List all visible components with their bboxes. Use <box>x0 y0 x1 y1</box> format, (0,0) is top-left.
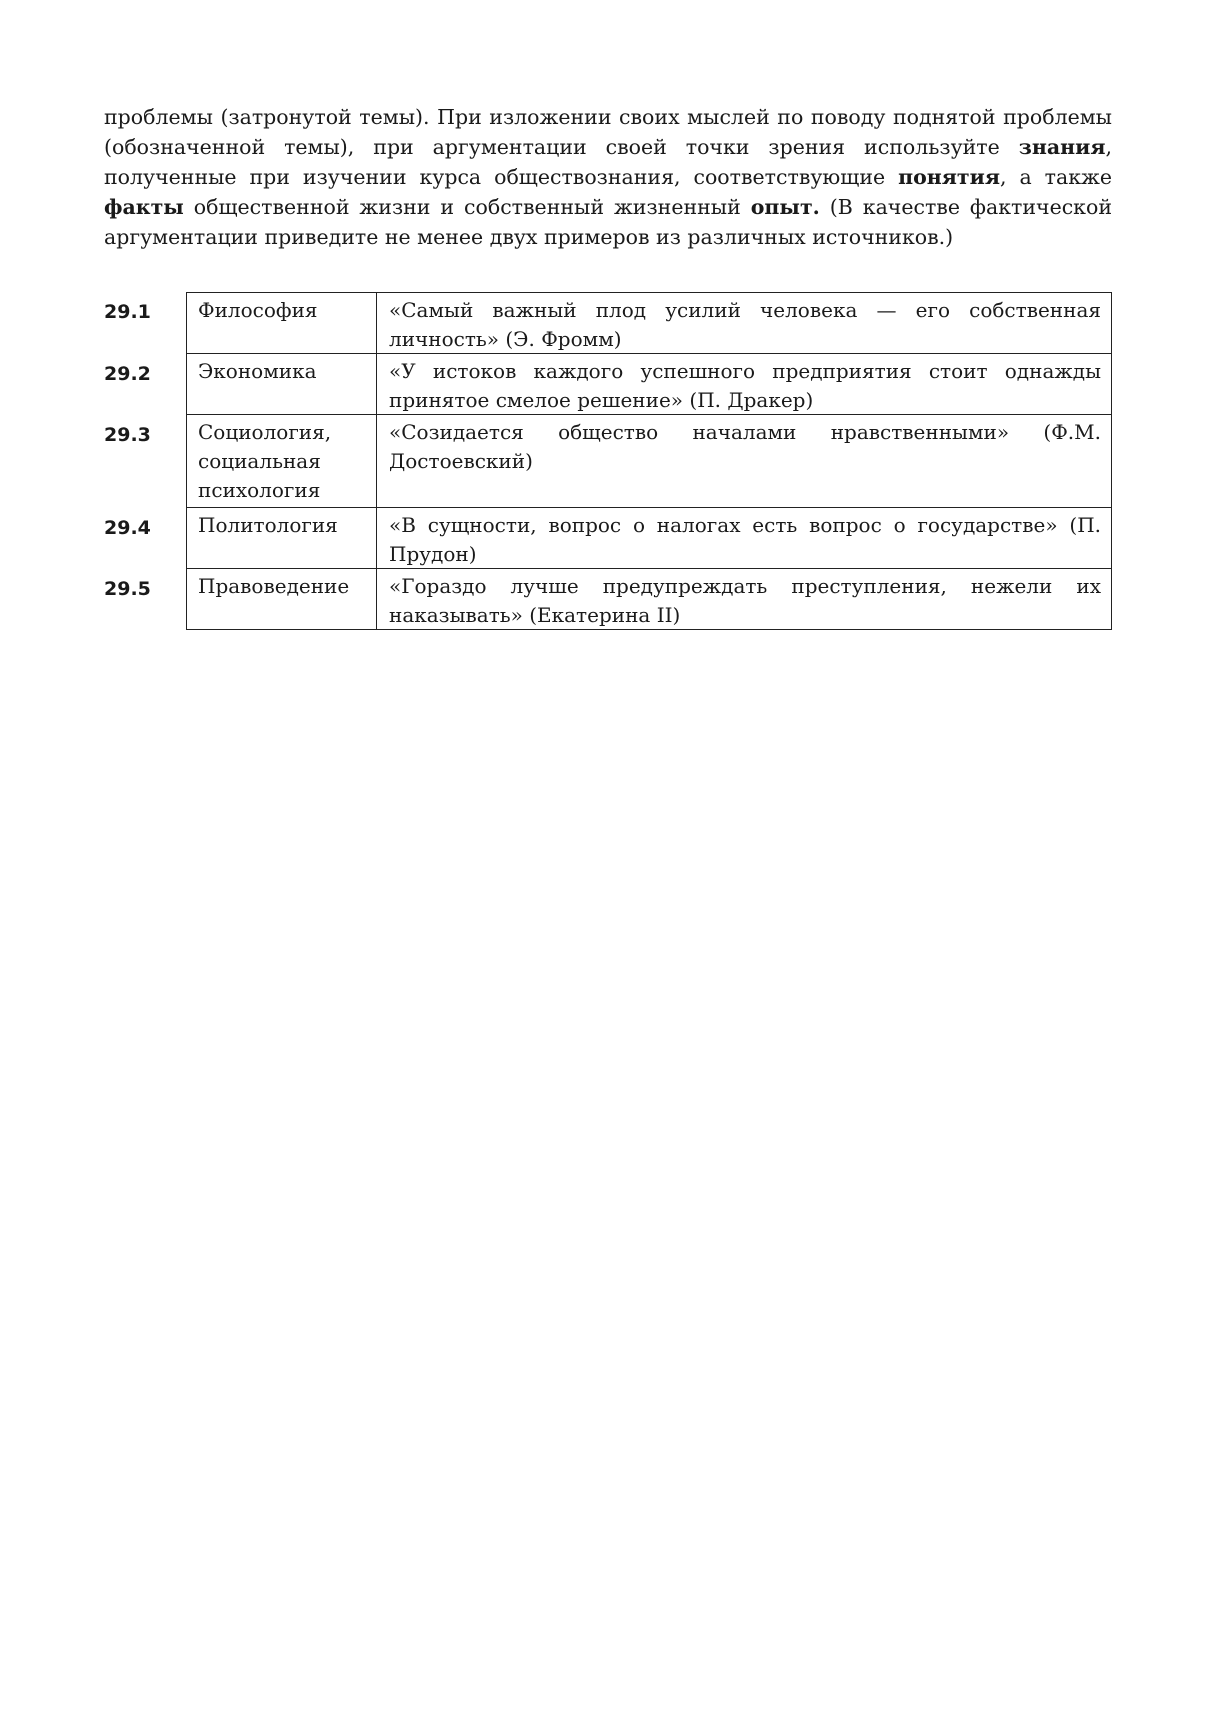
intro-bold-facts: факты <box>104 195 184 219</box>
task-number: 29.2 <box>104 363 151 385</box>
table-row <box>104 569 1112 630</box>
task-quote: «Созидается общество началами нравственными» (Ф.М. Достоевский) <box>389 420 1101 473</box>
table-row <box>104 354 1112 415</box>
task-cells <box>186 569 1112 630</box>
instructions-paragraph <box>104 102 1112 252</box>
task-cells <box>186 508 1112 569</box>
intro-bold-concepts: понятия <box>898 165 1000 189</box>
task-cells <box>186 292 1112 354</box>
task-number: 29.1 <box>104 301 151 323</box>
intro-bold-experience: опыт. <box>750 195 820 219</box>
task-number: 29.5 <box>104 578 151 600</box>
task-subject: Политология <box>187 508 377 568</box>
task-number: 29.4 <box>104 517 151 539</box>
table-row <box>104 292 1112 354</box>
task-cells <box>186 415 1112 508</box>
task-quote: «У истоков каждого успешного предприятия стоит однажды принятое смелое решение» (П. Дракер) <box>389 359 1101 412</box>
intro-text-2: , полученные при изучении курса обществознания, соответствующие <box>104 135 1112 189</box>
intro-text-3: , а также <box>999 165 1112 189</box>
essay-topics-table <box>104 292 1112 630</box>
table-row <box>104 415 1112 508</box>
intro-text-5: (В качестве фактической аргументации приведите не менее двух примеров из различных источников.) <box>104 195 1112 249</box>
intro-text-4: общественной жизни и собственный жизненный <box>183 195 751 219</box>
task-cells <box>186 354 1112 415</box>
task-subject: Правоведение <box>187 569 377 629</box>
task-quote: «Самый важный плод усилий человека — его собственная личность» (Э. Фромм) <box>389 298 1101 351</box>
table-row <box>104 508 1112 569</box>
task-quote: «Гораздо лучше предупреждать преступления, нежели их наказывать» (Екатерина II) <box>389 574 1101 627</box>
task-number: 29.3 <box>104 424 151 446</box>
task-subject: Экономика <box>187 354 377 414</box>
task-quote: «В сущности, вопрос о налогах есть вопрос о государстве» (П. Прудон) <box>389 513 1101 566</box>
intro-bold-knowledge: знания <box>1018 135 1106 159</box>
task-subject: Философия <box>187 293 377 353</box>
intro-text-1: проблемы (затронутой темы). При изложении своих мыслей по поводу поднятой проблемы (обозначенной темы), при аргументации своей точки зрения используйте <box>104 105 1112 159</box>
task-subject: Социология, социальная психология <box>187 415 377 507</box>
